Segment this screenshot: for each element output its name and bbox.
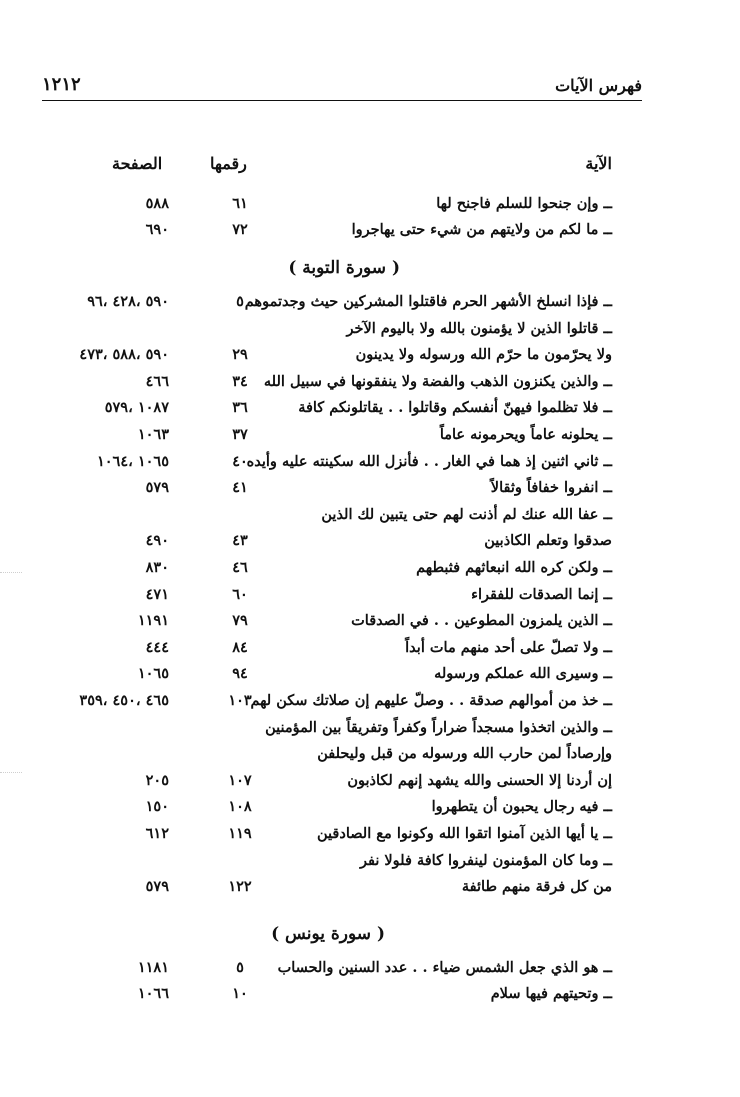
verse-number: ١٢٢: [228, 878, 252, 896]
verse-number: ١١٩: [228, 825, 252, 842]
verse-text: ــ فيه رجال يحبون أن يتطهروا: [431, 798, 612, 816]
verse-number: ١٠٧: [228, 771, 252, 789]
index-row: [0, 290, 740, 314]
page-references: ١٠٦٦: [137, 985, 169, 1002]
verse-text: ــ خذ من أموالهم صدقة . . وصلّ عليهم إن صلاتك سكن لهم: [250, 692, 612, 709]
verse-text: ــ ولا تصلّ على أحد منهم مات أبداً: [405, 638, 612, 656]
page-references: ٤٦٥ ،٤٥٠ ،٣٥٩: [79, 692, 169, 709]
index-row: [0, 317, 740, 341]
index-row: [0, 769, 740, 793]
verse-text: ــ والذين يكنزون الذهب والفضة ولا ينفقونها في سبيل الله: [263, 372, 612, 390]
verse-number: ٤٠: [232, 452, 248, 470]
verse-number: ٦١: [232, 195, 248, 212]
index-row: [0, 822, 740, 846]
verse-number: ٨٤: [232, 638, 248, 656]
surah-heading-tawba: ( سورة التوبة ): [288, 258, 400, 278]
verse-text: ــ وتحيتهم فيها سلام: [490, 985, 612, 1002]
header-title: فهرس الآيات: [555, 76, 642, 95]
index-row: [0, 423, 740, 447]
page-references: ١٥٠: [145, 798, 169, 816]
page-references: ١٠٨٧ ،٥٧٩: [104, 399, 169, 417]
page-references: ٦٩٠: [145, 221, 169, 238]
verse-text: ــ انفروا خفافاً وثقالاً: [490, 479, 612, 497]
page-references: ٤٧١: [145, 585, 169, 603]
page-references: ٤٦٦: [145, 372, 169, 390]
verse-text: ــ فلا تظلموا فيهنّ أنفسكم وقاتلوا . . يقاتلونكم كافة: [298, 399, 612, 417]
column-header-verse: الآية: [585, 154, 612, 173]
verse-number: ٤٦: [232, 559, 248, 576]
index-row: [0, 503, 740, 527]
verse-text: ــ فإذا انسلخ الأشهر الحرم فاقتلوا المشركين حيث وجدتموهم: [244, 293, 612, 310]
page-references: ٥٨٨: [145, 195, 169, 212]
verse-number: ١٠: [232, 985, 248, 1002]
index-row: [0, 609, 740, 633]
verse-text: ــ وسيرى الله عملكم ورسوله: [434, 665, 612, 683]
page-references: ٥٩٠ ،٥٨٨ ،٤٧٣: [79, 346, 169, 364]
index-row: [0, 476, 740, 500]
verse-text: إن أردنا إلا الحسنى والله يشهد إنهم لكاذبون: [347, 771, 612, 789]
index-row: [0, 343, 740, 367]
index-row: [0, 450, 740, 474]
verse-number: ٢٩: [232, 346, 248, 364]
column-header-number: رقمها: [210, 154, 247, 173]
page-header: [42, 72, 642, 101]
index-row: [0, 556, 740, 580]
page-references: ١٠٦٣: [137, 426, 169, 443]
index-row: [0, 218, 740, 242]
verse-text: صدقوا وتعلم الكاذبين: [484, 532, 612, 550]
index-row: [0, 370, 740, 394]
index-row: [0, 875, 740, 899]
verse-text: ــ الذين يلمزون المطوعين . . في الصدقات: [351, 612, 612, 630]
verse-number: ٣٦: [232, 399, 248, 417]
verse-text: ــ ولكن كره الله انبعاثهم فثبطهم: [416, 559, 612, 576]
surah-heading-yunus: ( سورة يونس ): [271, 924, 385, 944]
verse-number: ٦٠: [232, 585, 248, 603]
scan-mark: [0, 772, 22, 783]
verse-text: ــ قاتلوا الذين لا يؤمنون بالله ولا باليوم الآخر: [346, 319, 612, 337]
verse-text: ــ ثاني اثنين إذ هما في الغار . . فأنزل الله سكينته عليه وأيده: [246, 452, 612, 470]
verse-number: ٥: [236, 959, 244, 976]
index-row: [0, 795, 740, 819]
page-references: ٤٩٠: [145, 532, 169, 550]
verse-number: ٤١: [232, 479, 248, 497]
verse-number: ٣٤: [232, 372, 248, 390]
index-row: [0, 716, 740, 740]
page-references: ١٠٦٥ ،١٠٦٤: [96, 452, 169, 470]
page-references: ٥٧٩: [145, 878, 169, 896]
verse-text: ولا يحرّمون ما حرّم الله ورسوله ولا يدينون: [355, 346, 612, 364]
verse-text: ــ عفا الله عنك لم أذنت لهم حتى يتبين لك الذين: [321, 505, 612, 523]
index-row: [0, 982, 740, 1006]
column-header-page: الصفحة: [112, 154, 163, 173]
index-row: [0, 583, 740, 607]
index-row: [0, 742, 740, 766]
page-references: ٦١٢: [145, 825, 169, 842]
page-references: ٥٩٠ ،٤٢٨ ،٩٦: [87, 293, 169, 310]
verse-text: ــ والذين اتخذوا مسجداً ضراراً وكفراً وتفريقاً بين المؤمنين: [265, 718, 612, 736]
verse-number: ٣٧: [232, 426, 248, 443]
verse-text: ــ إنما الصدقات للفقراء: [471, 585, 612, 603]
verse-text: ــ يا أيها الذين آمنوا اتقوا الله وكونوا مع الصادقين: [317, 825, 612, 842]
page-references: ١١٩١: [137, 612, 169, 630]
verse-number: ١٠٣: [228, 692, 252, 709]
verse-text: من كل فرقة منهم طائفة: [461, 878, 612, 896]
verse-number: ١٠٨: [228, 798, 252, 816]
index-row: [0, 636, 740, 660]
page-references: ٢٠٥: [145, 771, 169, 789]
verse-number: ٥: [236, 293, 244, 310]
page-references: ١١٨١: [137, 959, 169, 976]
verse-number: ٧٢: [232, 221, 248, 238]
verse-text: ــ هو الذي جعل الشمس ضياء . . عدد السنين والحساب: [277, 959, 612, 976]
verse-number: ٩٤: [232, 665, 248, 683]
index-row: [0, 396, 740, 420]
verse-text: ــ ما لكم من ولايتهم من شيء حتى يهاجروا: [351, 221, 612, 238]
index-row: [0, 689, 740, 713]
page-references: ٤٤٤: [145, 638, 169, 656]
verse-text: ــ يحلونه عاماً ويحرمونه عاماً: [439, 426, 612, 443]
verse-text: ــ وما كان المؤمنون لينفروا كافة فلولا نفر: [359, 851, 612, 869]
page-number: ١٢١٢: [42, 74, 81, 95]
index-row: [0, 192, 740, 216]
scan-mark: [0, 572, 22, 583]
verse-number: ٧٩: [232, 612, 248, 630]
verse-text: وإرصاداً لمن حارب الله ورسوله من قبل وليحلفن: [317, 745, 612, 763]
index-row: [0, 956, 740, 980]
page-references: ٥٧٩: [145, 479, 169, 497]
index-row: [0, 529, 740, 553]
index-row: [0, 662, 740, 686]
index-row: [0, 849, 740, 873]
verse-number: ٤٣: [232, 532, 248, 550]
page-references: ١٠٦٥: [137, 665, 169, 683]
verse-text: ــ وإن جنحوا للسلم فاجنح لها: [436, 195, 612, 212]
page-references: ٨٣٠: [145, 559, 169, 576]
